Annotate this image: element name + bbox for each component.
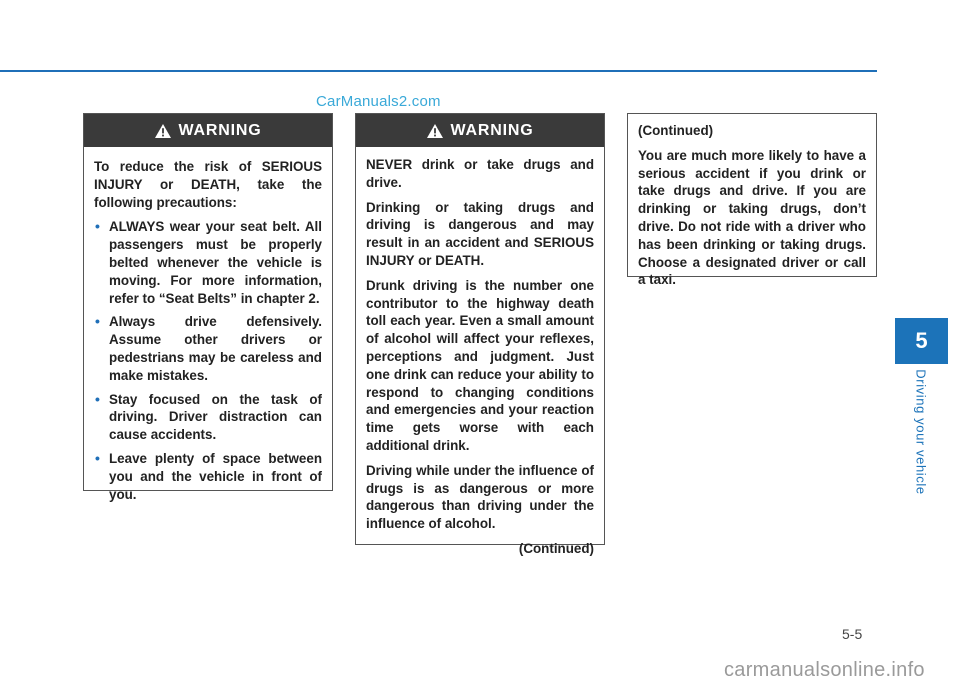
warning-header (356, 114, 604, 147)
warning-paragraph: You are much more likely to have a serious accident if you drink or take drugs and drive. If you are drinking or taking drugs, don’t drive. Do not ride with a driver who has been drinking or taking drugs. Choose a designated driver or call a taxi. (638, 147, 866, 288)
precaution-list (94, 218, 322, 503)
warning-triangle-icon (427, 124, 443, 138)
warning-paragraph: NEVER drink or take drugs and drive. (366, 157, 594, 190)
continued-label: (Continued) (518, 540, 594, 556)
warning-paragraph: Driving while under the influence of drugs is as dangerous or more dangerous than driving under the influence of alcohol. (366, 462, 594, 532)
warning-box-3 (627, 113, 877, 288)
warning-intro: To reduce the risk of SERIOUS INJURY or DEATH, take the following precautions: (94, 159, 322, 210)
bullet-dot-icon: • (95, 390, 100, 407)
warning-box-2 (355, 113, 605, 556)
list-item: • Leave plenty of space between you and the vehicle in front of you. (95, 449, 322, 502)
bullet-dot-icon: • (95, 313, 100, 330)
chapter-tab: 5 (895, 318, 948, 364)
footer-site: carmanualsonline.info (724, 659, 925, 681)
warning-title: WARNING (450, 121, 534, 139)
list-item: • Stay focused on the task of driving. Driver distraction can cause accidents. (95, 390, 322, 443)
page-number: 5-5 (842, 626, 863, 642)
warning-title: WARNING (178, 121, 262, 139)
warning-paragraph: Drunk driving is the number one contributor to the highway death toll each year. Even a small amount of alcohol will affect your reflexes, perceptions and judgment. Just one drink can reduce your ability to respond to changing conditions and emergencies and your reaction time gets worse with each additional drink. (366, 277, 594, 453)
bullet-dot-icon: • (95, 218, 100, 235)
list-item: • ALWAYS wear your seat belt. All passengers must be properly belted whenever the vehicle is moving. For more information, refer to “Seat Belts” in chapter 2. (95, 218, 322, 306)
warning-box-1 (83, 113, 333, 502)
warning-paragraph: Drinking or taking drugs and driving is dangerous and may result in an accident and SERIOUS INJURY or DEATH. (366, 199, 594, 268)
top-rule (0, 70, 877, 72)
chapter-label: Driving your vehicle (913, 369, 929, 495)
watermark: CarManuals2.com (316, 93, 441, 110)
continued-label: (Continued) (638, 123, 714, 138)
warning-header (84, 114, 332, 147)
warning-triangle-icon (155, 124, 171, 138)
list-item: • Always drive defensively. Assume other drivers or pedestrians may be careless and make mistakes. (95, 313, 322, 383)
bullet-dot-icon: • (95, 449, 100, 466)
